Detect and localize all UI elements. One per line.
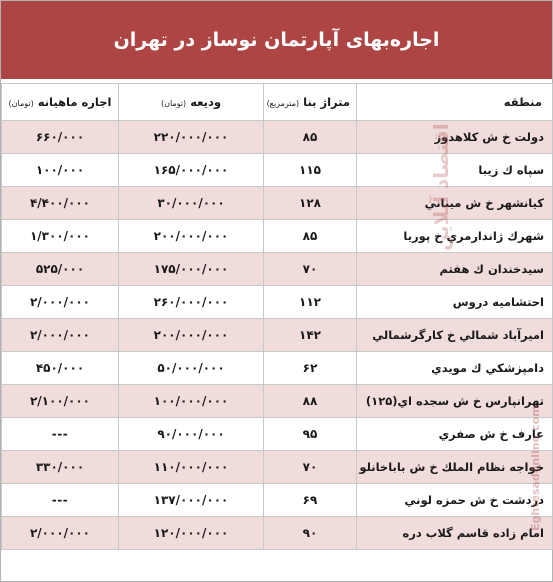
cell-area: ۶۹ xyxy=(264,484,357,517)
table-row xyxy=(2,121,553,154)
column-header-area xyxy=(264,84,357,121)
column-header-rent xyxy=(2,84,119,121)
cell-rent: ۴۵۰/۰۰۰ xyxy=(2,352,119,385)
column-header-rent-unit: (تومان) xyxy=(8,99,34,108)
column-header-deposit-unit: (تومان) xyxy=(160,99,187,108)
cell-deposit: ۱۱۰/۰۰۰/۰۰۰ xyxy=(119,451,264,484)
cell-deposit: ۵۰/۰۰۰/۰۰۰ xyxy=(119,352,264,385)
cell-region: امام زاده قاسم گلاب دره xyxy=(357,517,553,550)
cell-area: ۱۱۲ xyxy=(264,286,357,319)
cell-rent: --- xyxy=(2,418,119,451)
cell-deposit: ۱۷۵/۰۰۰/۰۰۰ xyxy=(119,253,264,286)
table-row xyxy=(2,154,553,187)
table-title: اجاره‌بهای آپارتمان نوساز در تهران xyxy=(1,1,552,79)
table-row xyxy=(2,286,553,319)
cell-region: دولت خ ش کلاهدوز xyxy=(357,121,553,154)
table-row xyxy=(2,484,553,517)
cell-rent: ۲/۱۰۰/۰۰۰ xyxy=(2,385,119,418)
cell-deposit: ۲۰۰/۰۰۰/۰۰۰ xyxy=(119,319,264,352)
column-header-area-unit: (مترمربع) xyxy=(266,99,300,108)
table-row xyxy=(2,319,553,352)
cell-deposit: ۹۰/۰۰۰/۰۰۰ xyxy=(119,418,264,451)
cell-rent: ۳۳۰/۰۰۰ xyxy=(2,451,119,484)
cell-rent: ۲/۰۰۰/۰۰۰ xyxy=(2,517,119,550)
column-header-deposit xyxy=(119,84,264,121)
cell-area: ۶۲ xyxy=(264,352,357,385)
cell-area: ۷۰ xyxy=(264,253,357,286)
cell-region: اميرآباد شمالي خ كارگرشمالي xyxy=(357,319,553,352)
cell-rent: ۲/۰۰۰/۰۰۰ xyxy=(2,319,119,352)
table-row xyxy=(2,253,553,286)
table-row xyxy=(2,418,553,451)
cell-region: تهرانپارس خ ش سجده اي(۱۲۵) xyxy=(357,385,553,418)
table-row xyxy=(2,517,553,550)
cell-region: شهرك ژاندارمري خ پوريا xyxy=(357,220,553,253)
cell-area: ۹۵ xyxy=(264,418,357,451)
cell-region: سيدخندان ك هفتم xyxy=(357,253,553,286)
cell-deposit: ۲۶۰/۰۰۰/۰۰۰ xyxy=(119,286,264,319)
column-header-region-label: منطقه xyxy=(503,95,542,109)
watermark-url: Eghtesadonline.com xyxy=(529,405,542,531)
cell-deposit: ۱۰۰/۰۰۰/۰۰۰ xyxy=(119,385,264,418)
cell-region: كيانشهر خ ش ميناني xyxy=(357,187,553,220)
cell-region: سپاه ك زيبا xyxy=(357,154,553,187)
cell-area: ۱۴۲ xyxy=(264,319,357,352)
table-row xyxy=(2,352,553,385)
cell-area: ۸۸ xyxy=(264,385,357,418)
cell-area: ۸۵ xyxy=(264,220,357,253)
cell-area: ۸۵ xyxy=(264,121,357,154)
table-header-row xyxy=(2,84,553,121)
cell-deposit: ۱۶۵/۰۰۰/۰۰۰ xyxy=(119,154,264,187)
cell-rent: ۶۶۰/۰۰۰ xyxy=(2,121,119,154)
cell-area: ۹۰ xyxy=(264,517,357,550)
cell-area: ۱۱۵ xyxy=(264,154,357,187)
cell-rent: ۴/۴۰۰/۰۰۰ xyxy=(2,187,119,220)
cell-area: ۷۰ xyxy=(264,451,357,484)
table-row xyxy=(2,220,553,253)
cell-deposit: ۳۰/۰۰۰/۰۰۰ xyxy=(119,187,264,220)
cell-rent: --- xyxy=(2,484,119,517)
rent-table xyxy=(1,83,553,550)
column-header-region xyxy=(357,84,553,121)
column-header-deposit-label: ودیعه xyxy=(190,95,222,109)
table-row xyxy=(2,385,553,418)
cell-region: دامپزشكي ك مويدي xyxy=(357,352,553,385)
cell-region: خواجه نظام الملك خ ش باباخانلو xyxy=(357,451,553,484)
table-row xyxy=(2,451,553,484)
cell-region: دردشت خ ش حمزه لوني xyxy=(357,484,553,517)
cell-deposit: ۱۳۷/۰۰۰/۰۰۰ xyxy=(119,484,264,517)
cell-deposit: ۱۲۰/۰۰۰/۰۰۰ xyxy=(119,517,264,550)
cell-rent: ۱۰۰/۰۰۰ xyxy=(2,154,119,187)
table-row xyxy=(2,187,553,220)
cell-rent: ۵۲۵/۰۰۰ xyxy=(2,253,119,286)
cell-rent: ۲/۰۰۰/۰۰۰ xyxy=(2,286,119,319)
cell-region: عارف خ ش صفري xyxy=(357,418,553,451)
cell-rent: ۱/۳۰۰/۰۰۰ xyxy=(2,220,119,253)
cell-region: احتشاميه دروس xyxy=(357,286,553,319)
cell-area: ۱۲۸ xyxy=(264,187,357,220)
column-header-rent-label: اجاره ماهیانه xyxy=(37,95,112,109)
cell-deposit: ۲۲۰/۰۰۰/۰۰۰ xyxy=(119,121,264,154)
watermark-logo-text: اقتصاد آنلاين xyxy=(429,123,453,251)
column-header-area-label: متراژ بنا xyxy=(303,95,350,109)
cell-deposit: ۲۰۰/۰۰۰/۰۰۰ xyxy=(119,220,264,253)
